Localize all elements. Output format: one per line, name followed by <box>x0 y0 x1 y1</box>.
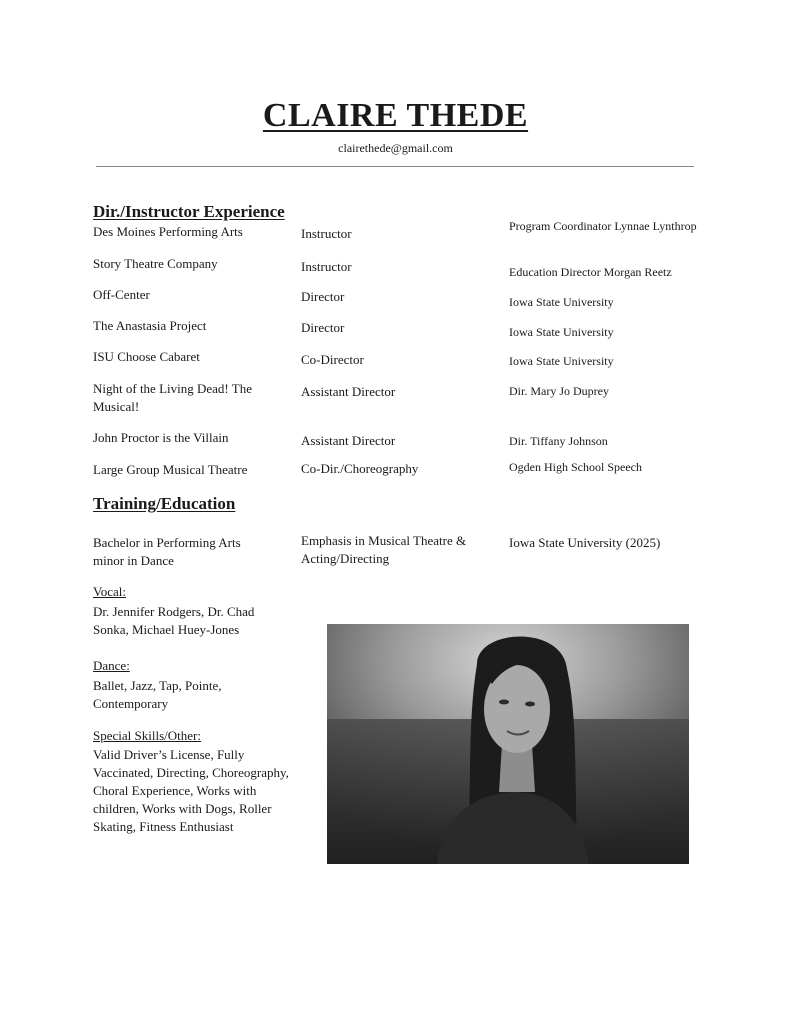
training-section-title: Training/Education <box>93 494 236 513</box>
experience-production: John Proctor is the Villain <box>93 430 229 445</box>
experience-production: Night of the Living Dead! The Musical! <box>93 381 252 414</box>
header-divider <box>96 166 694 167</box>
special-skills: Valid Driver’s License, Fully Vaccinated, Directing, Choreography, Choral Experience, Works with children, Works with Dogs, Roller Skating, Fitness Enthusiast <box>93 747 289 834</box>
experience-production: The Anastasia Project <box>93 318 207 333</box>
resume-name: CLAIRE THEDE <box>262 97 529 134</box>
vocal-label: Vocal: <box>93 584 126 599</box>
experience-role: Assistant Director <box>301 433 396 448</box>
degree-emphasis: Emphasis in Musical Theatre & Acting/Directing <box>301 533 467 566</box>
experience-org: Education Director Morgan Reetz <box>509 265 672 279</box>
email-address: clairethede@gmail.com <box>338 141 453 155</box>
experience-org: Iowa State University <box>509 325 614 339</box>
experience-org: Dir. Mary Jo Duprey <box>509 384 609 398</box>
experience-production: Large Group Musical Theatre <box>93 462 248 477</box>
experience-org: Iowa State University <box>509 295 614 309</box>
experience-org: Program Coordinator Lynnae Lynthrop <box>509 219 697 233</box>
experience-org: Iowa State University <box>509 354 614 368</box>
experience-role: Assistant Director <box>301 384 396 399</box>
experience-section-title: Dir./Instructor Experience <box>93 202 285 221</box>
experience-role: Instructor <box>301 259 352 274</box>
experience-org: Dir. Tiffany Johnson <box>509 434 608 448</box>
experience-role: Director <box>301 289 345 304</box>
experience-role: Co-Director <box>301 352 364 367</box>
experience-role: Co-Dir./Choreography <box>301 461 419 476</box>
experience-org: Ogden High School Speech <box>509 460 642 474</box>
vocal-teachers: Dr. Jennifer Rodgers, Dr. Chad Sonka, Michael Huey-Jones <box>93 604 255 637</box>
experience-production: Des Moines Performing Arts <box>93 224 243 239</box>
headshot-photo <box>327 624 689 864</box>
dance-label: Dance: <box>93 658 130 673</box>
headshot-illustration <box>327 624 689 864</box>
skills-label: Special Skills/Other: <box>93 728 201 743</box>
experience-role: Instructor <box>301 226 352 241</box>
dance-styles: Ballet, Jazz, Tap, Pointe, Contemporary <box>93 678 222 711</box>
experience-production: ISU Choose Cabaret <box>93 349 200 364</box>
school: Iowa State University (2025) <box>509 535 661 550</box>
experience-production: Story Theatre Company <box>93 256 218 271</box>
degree: Bachelor in Performing Arts minor in Dance <box>93 535 241 568</box>
experience-role: Director <box>301 320 345 335</box>
experience-production: Off-Center <box>93 287 150 302</box>
